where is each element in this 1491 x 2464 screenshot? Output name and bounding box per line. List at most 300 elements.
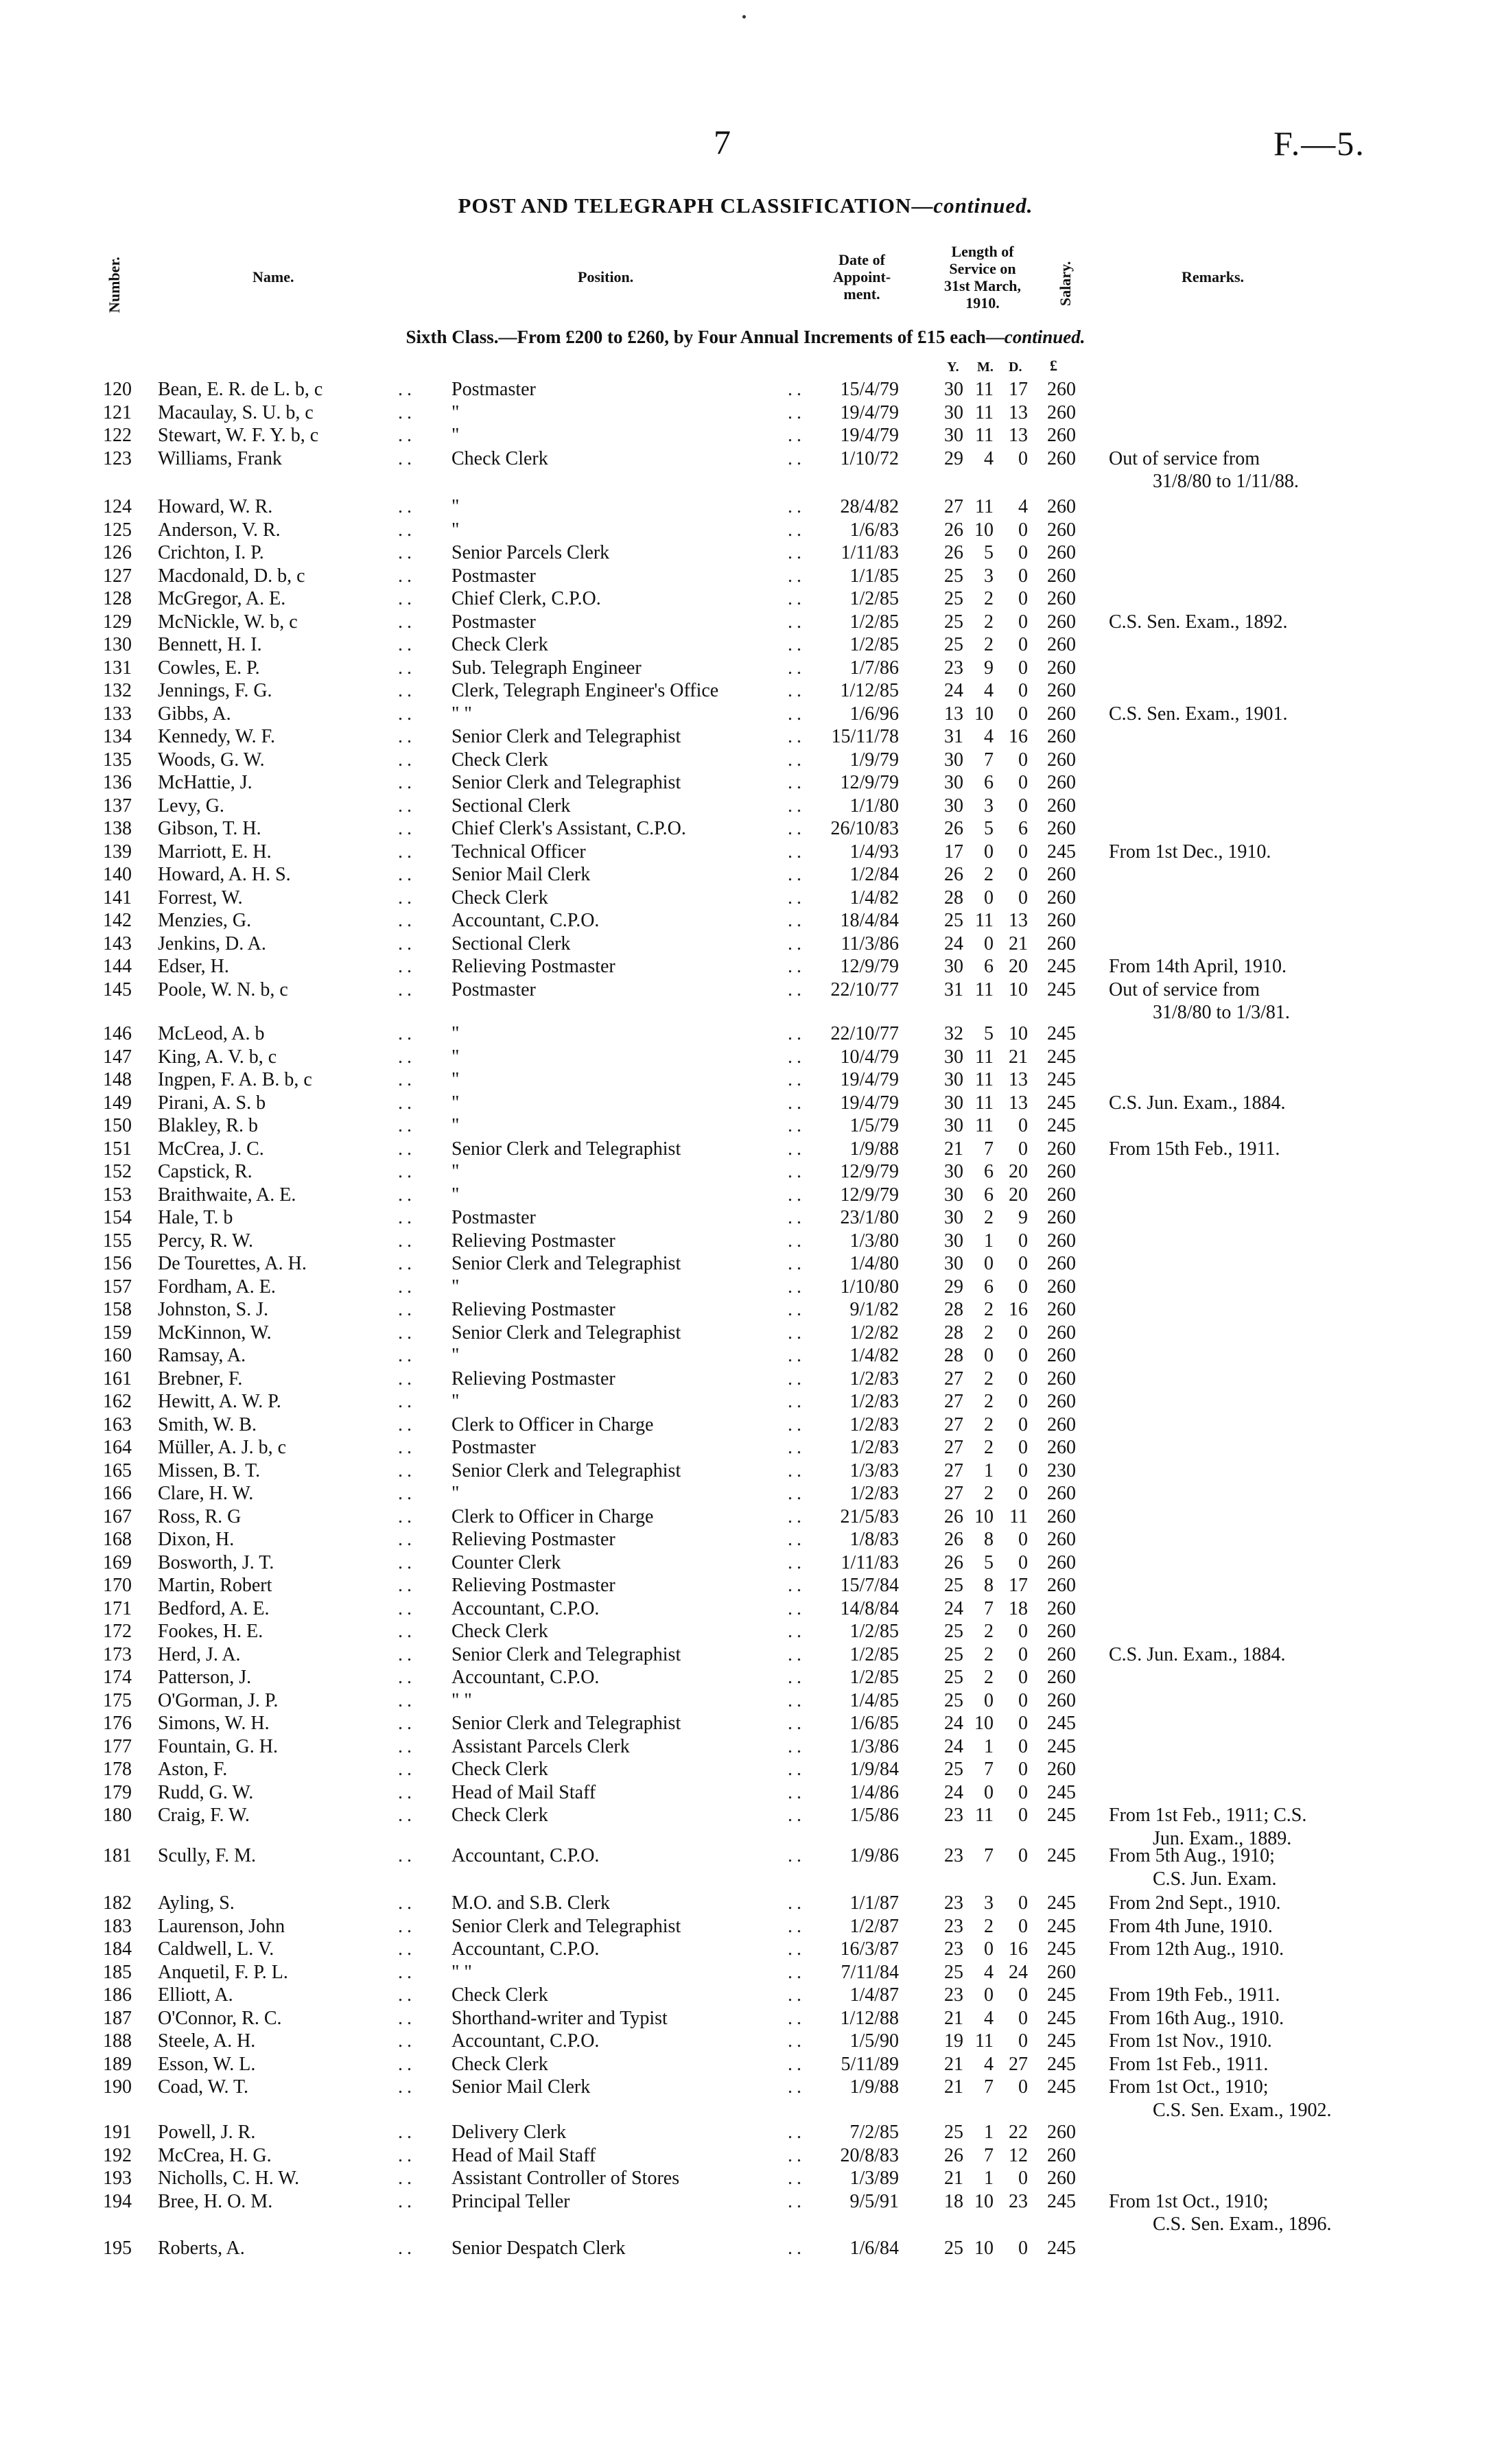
row-number: 140 xyxy=(103,864,132,885)
row-service-months: 11 xyxy=(975,979,994,1000)
row-salary: 260 xyxy=(1047,1138,1076,1160)
row-name: Ramsay, A. xyxy=(158,1345,246,1366)
row-number: 132 xyxy=(103,680,132,701)
row-appointment-date: 20/8/83 xyxy=(840,2145,899,2166)
row-position: Head of Mail Staff xyxy=(451,2145,596,2166)
row-service-days: 27 xyxy=(1009,2054,1028,2075)
row-service-months: 11 xyxy=(975,1805,994,1826)
leader-dots: .. xyxy=(398,565,416,587)
row-service-years: 21 xyxy=(944,2054,963,2075)
row-position: " xyxy=(451,1115,460,1136)
row-number: 126 xyxy=(103,542,132,563)
leader-dots: .. xyxy=(788,1962,806,1983)
leader-dots: .. xyxy=(398,2145,416,2166)
leader-dots: .. xyxy=(788,1621,806,1642)
table-row xyxy=(0,519,1491,542)
table-row xyxy=(0,1482,1491,1505)
row-salary: 260 xyxy=(1047,496,1076,517)
row-appointment-date: 1/5/90 xyxy=(849,2030,899,2052)
leader-dots: .. xyxy=(788,1529,806,1550)
table-row xyxy=(0,1184,1491,1207)
row-service-months: 5 xyxy=(984,1023,994,1044)
row-service-months: 2 xyxy=(984,588,994,609)
row-service-months: 3 xyxy=(984,1892,994,1914)
row-remarks: From 15th Feb., 1911. xyxy=(1109,1138,1280,1160)
leader-dots: .. xyxy=(788,1437,806,1458)
row-appointment-date: 1/11/83 xyxy=(841,1552,899,1573)
row-service-months: 11 xyxy=(975,1046,994,1068)
row-position: Accountant, C.P.O. xyxy=(451,1845,600,1866)
row-service-months: 2 xyxy=(984,1207,994,1228)
leader-dots: .. xyxy=(788,1276,806,1298)
row-service-years: 21 xyxy=(944,1138,963,1160)
row-service-months: 7 xyxy=(984,1845,994,1866)
row-remarks-continued: 31/8/80 to 1/3/81. xyxy=(1153,1002,1290,1023)
row-number: 156 xyxy=(103,1253,132,1274)
row-name: Jenkins, D. A. xyxy=(158,933,266,954)
leader-dots: .. xyxy=(398,2191,416,2212)
row-salary: 260 xyxy=(1047,1299,1076,1320)
row-service-years: 26 xyxy=(944,1552,963,1573)
table-row xyxy=(0,1781,1491,1805)
row-name: Bennett, H. I. xyxy=(158,634,262,655)
row-appointment-date: 12/9/79 xyxy=(840,772,899,793)
row-appointment-date: 22/10/77 xyxy=(830,979,899,1000)
row-number: 185 xyxy=(103,1962,132,1983)
row-appointment-date: 19/4/79 xyxy=(840,1069,899,1090)
row-appointment-date: 1/2/85 xyxy=(849,1621,899,1642)
leader-dots: .. xyxy=(788,2191,806,2212)
row-salary: 260 xyxy=(1047,818,1076,839)
row-number: 165 xyxy=(103,1460,132,1481)
row-number: 144 xyxy=(103,956,132,977)
table-row xyxy=(0,1643,1491,1667)
row-service-months: 1 xyxy=(984,2168,994,2189)
row-salary: 260 xyxy=(1047,448,1076,469)
leader-dots: .. xyxy=(788,1368,806,1389)
row-service-years: 23 xyxy=(944,1938,963,1960)
row-salary: 260 xyxy=(1047,2122,1076,2143)
row-service-months: 0 xyxy=(984,887,994,908)
row-service-years: 25 xyxy=(944,910,963,931)
row-remarks: From 1st Feb., 1911. xyxy=(1109,2054,1269,2075)
row-appointment-date: 1/7/86 xyxy=(849,657,899,679)
row-service-days: 18 xyxy=(1009,1598,1028,1619)
column-header-salary: Salary. xyxy=(1057,261,1074,306)
column-header-remarks: Remarks. xyxy=(1182,268,1245,285)
row-appointment-date: 1/10/80 xyxy=(840,1276,899,1298)
row-service-years: 24 xyxy=(944,1713,963,1734)
row-service-years: 24 xyxy=(944,1782,963,1803)
row-number: 143 xyxy=(103,933,132,954)
length-header-line: Length of xyxy=(951,243,1014,260)
table-row xyxy=(0,771,1491,795)
row-service-months: 2 xyxy=(984,1322,994,1344)
row-service-days: 0 xyxy=(1018,1916,1028,1937)
row-number: 149 xyxy=(103,1092,132,1114)
row-service-years: 30 xyxy=(944,1253,963,1274)
row-salary: 260 xyxy=(1047,1506,1076,1527)
row-number: 141 xyxy=(103,887,132,908)
row-appointment-date: 1/1/85 xyxy=(849,565,899,587)
row-service-days: 0 xyxy=(1018,2030,1028,2052)
leader-dots: .. xyxy=(788,2054,806,2075)
row-salary: 245 xyxy=(1047,956,1076,977)
row-position: Check Clerk xyxy=(451,749,548,771)
row-service-days: 0 xyxy=(1018,680,1028,701)
row-number: 164 xyxy=(103,1437,132,1458)
row-position: Clerk to Officer in Charge xyxy=(451,1506,654,1527)
row-number: 192 xyxy=(103,2145,132,2166)
length-header-line: Service on xyxy=(949,260,1016,277)
row-service-months: 5 xyxy=(984,542,994,563)
table-row-continuation xyxy=(0,1001,1491,1024)
row-number: 169 xyxy=(103,1552,132,1573)
row-name: Müller, A. J. b, c xyxy=(158,1437,287,1458)
row-appointment-date: 7/11/84 xyxy=(841,1962,899,1983)
row-number: 170 xyxy=(103,1575,132,1596)
row-appointment-date: 1/9/88 xyxy=(849,2076,899,2098)
row-position: Chief Clerk's Assistant, C.P.O. xyxy=(451,818,686,839)
leader-dots: .. xyxy=(788,1483,806,1504)
row-service-years: 28 xyxy=(944,1345,963,1366)
row-appointment-date: 14/8/84 xyxy=(840,1598,899,1619)
leader-dots: .. xyxy=(398,1644,416,1665)
leader-dots: .. xyxy=(788,425,806,446)
table-row-continuation xyxy=(0,2099,1491,2122)
row-number: 176 xyxy=(103,1713,132,1734)
row-number: 161 xyxy=(103,1368,132,1389)
table-row xyxy=(0,1138,1491,1161)
row-appointment-date: 19/4/79 xyxy=(840,425,899,446)
row-name: Edser, H. xyxy=(158,956,229,977)
row-name: Stewart, W. F. Y. b, c xyxy=(158,425,319,446)
row-salary: 260 xyxy=(1047,2168,1076,2189)
leader-dots: .. xyxy=(788,1690,806,1711)
row-service-years: 27 xyxy=(944,1460,963,1481)
row-name: Fookes, H. E. xyxy=(158,1621,263,1642)
row-number: 187 xyxy=(103,2008,132,2029)
row-position: " xyxy=(451,1161,460,1182)
row-number: 171 xyxy=(103,1598,132,1619)
row-appointment-date: 1/2/85 xyxy=(849,611,899,633)
row-number: 120 xyxy=(103,379,132,400)
row-appointment-date: 1/3/80 xyxy=(849,1230,899,1252)
row-position: " xyxy=(451,1023,460,1044)
leader-dots: .. xyxy=(788,1299,806,1320)
row-salary: 260 xyxy=(1047,910,1076,931)
row-name: Bean, E. R. de L. b, c xyxy=(158,379,323,400)
row-position: Principal Teller xyxy=(451,2191,570,2212)
row-number: 138 xyxy=(103,818,132,839)
row-service-days: 20 xyxy=(1009,1184,1028,1206)
row-remarks-continued: Jun. Exam., 1889. xyxy=(1153,1828,1292,1849)
table-row xyxy=(0,1459,1491,1483)
table-row xyxy=(0,1390,1491,1413)
row-position: Accountant, C.P.O. xyxy=(451,1667,600,1688)
leader-dots: .. xyxy=(788,1345,806,1366)
row-remarks: From 16th Aug., 1910. xyxy=(1109,2008,1284,2029)
leader-dots: .. xyxy=(788,1598,806,1619)
row-appointment-date: 11/3/86 xyxy=(841,933,899,954)
row-service-months: 0 xyxy=(984,1782,994,1803)
table-row xyxy=(0,1689,1491,1713)
row-salary: 245 xyxy=(1047,1805,1076,1826)
row-service-years: 19 xyxy=(944,2030,963,2052)
row-position: Postmaster xyxy=(451,1207,536,1228)
leader-dots: .. xyxy=(398,1069,416,1090)
leader-dots: .. xyxy=(398,1962,416,1983)
leader-dots: .. xyxy=(398,1938,416,1960)
row-salary: 260 xyxy=(1047,1483,1076,1504)
row-name: Esson, W. L. xyxy=(158,2054,256,2075)
leader-dots: .. xyxy=(398,448,416,469)
row-name: Marriott, E. H. xyxy=(158,841,272,863)
leader-dots: .. xyxy=(788,496,806,517)
row-position: Check Clerk xyxy=(451,887,548,908)
row-appointment-date: 1/4/87 xyxy=(849,1984,899,2006)
leader-dots: .. xyxy=(788,1253,806,1274)
row-remarks: Out of service from xyxy=(1109,448,1260,469)
row-service-days: 0 xyxy=(1018,1759,1028,1780)
row-number: 124 xyxy=(103,496,132,517)
row-service-months: 0 xyxy=(984,841,994,863)
row-name: Forrest, W. xyxy=(158,887,243,908)
leader-dots: .. xyxy=(788,795,806,817)
leader-dots: .. xyxy=(398,1575,416,1596)
row-service-days: 0 xyxy=(1018,1368,1028,1389)
row-name: Williams, Frank xyxy=(158,448,282,469)
table-row xyxy=(0,955,1491,978)
table-row xyxy=(0,887,1491,910)
row-position: Relieving Postmaster xyxy=(451,1529,615,1550)
row-service-days: 13 xyxy=(1009,402,1028,423)
row-service-days: 16 xyxy=(1009,1299,1028,1320)
leader-dots: .. xyxy=(788,1023,806,1044)
row-position: " xyxy=(451,402,460,423)
row-service-months: 10 xyxy=(974,519,994,541)
row-service-years: 30 xyxy=(944,1161,963,1182)
leader-dots: .. xyxy=(398,2168,416,2189)
leader-dots: .. xyxy=(398,680,416,701)
row-appointment-date: 5/11/89 xyxy=(841,2054,899,2075)
row-number: 182 xyxy=(103,1892,132,1914)
row-service-days: 9 xyxy=(1018,1207,1028,1228)
row-name: Laurenson, John xyxy=(158,1916,285,1937)
row-service-years: 26 xyxy=(944,864,963,885)
row-service-days: 0 xyxy=(1018,657,1028,679)
row-service-months: 6 xyxy=(984,772,994,793)
row-appointment-date: 10/4/79 xyxy=(840,1046,899,1068)
row-position: Accountant, C.P.O. xyxy=(451,1598,600,1619)
row-position: Clerk, Telegraph Engineer's Office xyxy=(451,680,719,701)
row-service-months: 2 xyxy=(984,1916,994,1937)
row-salary: 260 xyxy=(1047,680,1076,701)
row-service-years: 25 xyxy=(944,1667,963,1688)
row-service-months: 7 xyxy=(984,1598,994,1619)
leader-dots: .. xyxy=(788,749,806,771)
row-salary: 260 xyxy=(1047,1621,1076,1642)
row-salary: 260 xyxy=(1047,1759,1076,1780)
row-service-months: 11 xyxy=(975,1069,994,1090)
table-row xyxy=(0,2237,1491,2260)
row-remarks: From 1st Oct., 1910; xyxy=(1109,2191,1269,2212)
row-appointment-date: 1/2/85 xyxy=(849,588,899,609)
row-name: Craig, F. W. xyxy=(158,1805,250,1826)
table-row xyxy=(0,817,1491,841)
row-number: 186 xyxy=(103,1984,132,2006)
row-number: 194 xyxy=(103,2191,132,2212)
row-salary: 260 xyxy=(1047,425,1076,446)
row-appointment-date: 1/4/82 xyxy=(849,887,899,908)
unit-months: M. xyxy=(977,360,994,375)
row-remarks: From 4th June, 1910. xyxy=(1109,1916,1273,1937)
row-remarks-continued: 31/8/80 to 1/11/88. xyxy=(1153,471,1299,492)
leader-dots: .. xyxy=(398,1138,416,1160)
row-appointment-date: 7/2/85 xyxy=(849,2122,899,2143)
leader-dots: .. xyxy=(788,2008,806,2029)
row-remarks: From 1st Dec., 1910. xyxy=(1109,841,1271,863)
row-service-years: 25 xyxy=(944,588,963,609)
row-service-days: 17 xyxy=(1009,379,1028,400)
table-row xyxy=(0,657,1491,680)
leader-dots: .. xyxy=(398,887,416,908)
row-service-days: 0 xyxy=(1018,1736,1028,1757)
row-name: Jennings, F. G. xyxy=(158,680,272,701)
row-name: Smith, W. B. xyxy=(158,1414,257,1435)
row-service-years: 32 xyxy=(944,1023,963,1044)
leader-dots: .. xyxy=(788,657,806,679)
table-row xyxy=(0,1961,1491,1984)
leader-dots: .. xyxy=(788,1552,806,1573)
row-position: Sectional Clerk xyxy=(451,795,571,817)
row-name: Braithwaite, A. E. xyxy=(158,1184,296,1206)
row-position: " xyxy=(451,1184,460,1206)
title-continued: continued. xyxy=(933,193,1033,218)
table-row xyxy=(0,2144,1491,2168)
row-position: Senior Clerk and Telegraphist xyxy=(451,1138,681,1160)
leader-dots: .. xyxy=(788,1845,806,1866)
row-number: 133 xyxy=(103,703,132,725)
row-service-days: 20 xyxy=(1009,956,1028,977)
leader-dots: .. xyxy=(788,1207,806,1228)
row-appointment-date: 1/12/88 xyxy=(840,2008,899,2029)
leader-dots: .. xyxy=(788,910,806,931)
row-salary: 260 xyxy=(1047,634,1076,655)
page-number: 7 xyxy=(714,123,731,161)
row-position: Accountant, C.P.O. xyxy=(451,1938,600,1960)
table-row xyxy=(0,447,1491,471)
row-position: Senior Mail Clerk xyxy=(451,864,591,885)
table-row xyxy=(0,909,1491,932)
row-name: Powell, J. R. xyxy=(158,2122,256,2143)
table-row xyxy=(0,1620,1491,1643)
row-remarks: From 5th Aug., 1910; xyxy=(1109,1845,1275,1866)
table-row xyxy=(0,1413,1491,1437)
leader-dots: .. xyxy=(788,1575,806,1596)
row-number: 130 xyxy=(103,634,132,655)
row-service-years: 24 xyxy=(944,933,963,954)
row-appointment-date: 1/5/86 xyxy=(849,1805,899,1826)
column-header-number: Number. xyxy=(106,257,123,313)
leader-dots: .. xyxy=(788,1069,806,1090)
row-number: 159 xyxy=(103,1322,132,1344)
row-service-years: 13 xyxy=(944,703,963,725)
leader-dots: .. xyxy=(398,1667,416,1688)
row-service-months: 0 xyxy=(984,1690,994,1711)
row-service-months: 2 xyxy=(984,1437,994,1458)
leader-dots: .. xyxy=(788,1984,806,2006)
row-service-years: 25 xyxy=(944,2238,963,2259)
row-salary: 260 xyxy=(1047,1552,1076,1573)
row-number: 147 xyxy=(103,1046,132,1068)
row-service-days: 0 xyxy=(1018,1322,1028,1344)
row-salary: 245 xyxy=(1047,1023,1076,1044)
leader-dots: .. xyxy=(398,1916,416,1937)
row-position: Postmaster xyxy=(451,611,536,633)
row-name: Scully, F. M. xyxy=(158,1845,256,1866)
row-number: 137 xyxy=(103,795,132,817)
row-service-years: 23 xyxy=(944,657,963,679)
row-number: 193 xyxy=(103,2168,132,2189)
row-appointment-date: 1/4/80 xyxy=(849,1253,899,1274)
row-position: Senior Despatch Clerk xyxy=(451,2238,626,2259)
row-appointment-date: 1/2/87 xyxy=(849,1916,899,1937)
title-main: POST AND TELEGRAPH CLASSIFICATION— xyxy=(458,193,934,218)
leader-dots: .. xyxy=(788,2030,806,2052)
leader-dots: .. xyxy=(398,1184,416,1206)
row-service-months: 2 xyxy=(984,1368,994,1389)
row-position: Check Clerk xyxy=(451,1621,548,1642)
row-service-days: 0 xyxy=(1018,1984,1028,2006)
leader-dots: .. xyxy=(398,772,416,793)
leader-dots: .. xyxy=(398,1690,416,1711)
row-service-months: 1 xyxy=(984,1736,994,1757)
leader-dots: .. xyxy=(398,1276,416,1298)
row-service-years: 27 xyxy=(944,496,963,517)
row-service-years: 26 xyxy=(944,542,963,563)
row-service-years: 17 xyxy=(944,841,963,863)
row-name: Gibbs, A. xyxy=(158,703,231,725)
row-remarks: From 1st Oct., 1910; xyxy=(1109,2076,1269,2098)
table-row-continuation xyxy=(0,1868,1491,1891)
row-remarks-continued: C.S. Jun. Exam. xyxy=(1153,1868,1277,1890)
row-remarks: C.S. Sen. Exam., 1892. xyxy=(1109,611,1288,633)
row-service-days: 0 xyxy=(1018,1345,1028,1366)
row-service-months: 4 xyxy=(984,2008,994,2029)
row-service-days: 0 xyxy=(1018,519,1028,541)
row-salary: 260 xyxy=(1047,795,1076,817)
row-salary: 260 xyxy=(1047,1207,1076,1228)
row-salary: 260 xyxy=(1047,542,1076,563)
table-row xyxy=(0,841,1491,864)
leader-dots: .. xyxy=(788,1644,806,1665)
row-service-years: 27 xyxy=(944,1483,963,1504)
row-name: Nicholls, C. H. W. xyxy=(158,2168,300,2189)
row-service-months: 2 xyxy=(984,1414,994,1435)
row-number: 177 xyxy=(103,1736,132,1757)
leader-dots: .. xyxy=(398,402,416,423)
table-row xyxy=(0,495,1491,519)
row-service-days: 20 xyxy=(1009,1161,1028,1182)
row-appointment-date: 1/8/83 xyxy=(849,1529,899,1550)
row-appointment-date: 19/4/79 xyxy=(840,402,899,423)
row-appointment-date: 1/2/83 xyxy=(849,1391,899,1412)
leader-dots: .. xyxy=(398,1759,416,1780)
row-salary: 245 xyxy=(1047,1069,1076,1090)
table-row xyxy=(0,2007,1491,2030)
row-number: 127 xyxy=(103,565,132,587)
